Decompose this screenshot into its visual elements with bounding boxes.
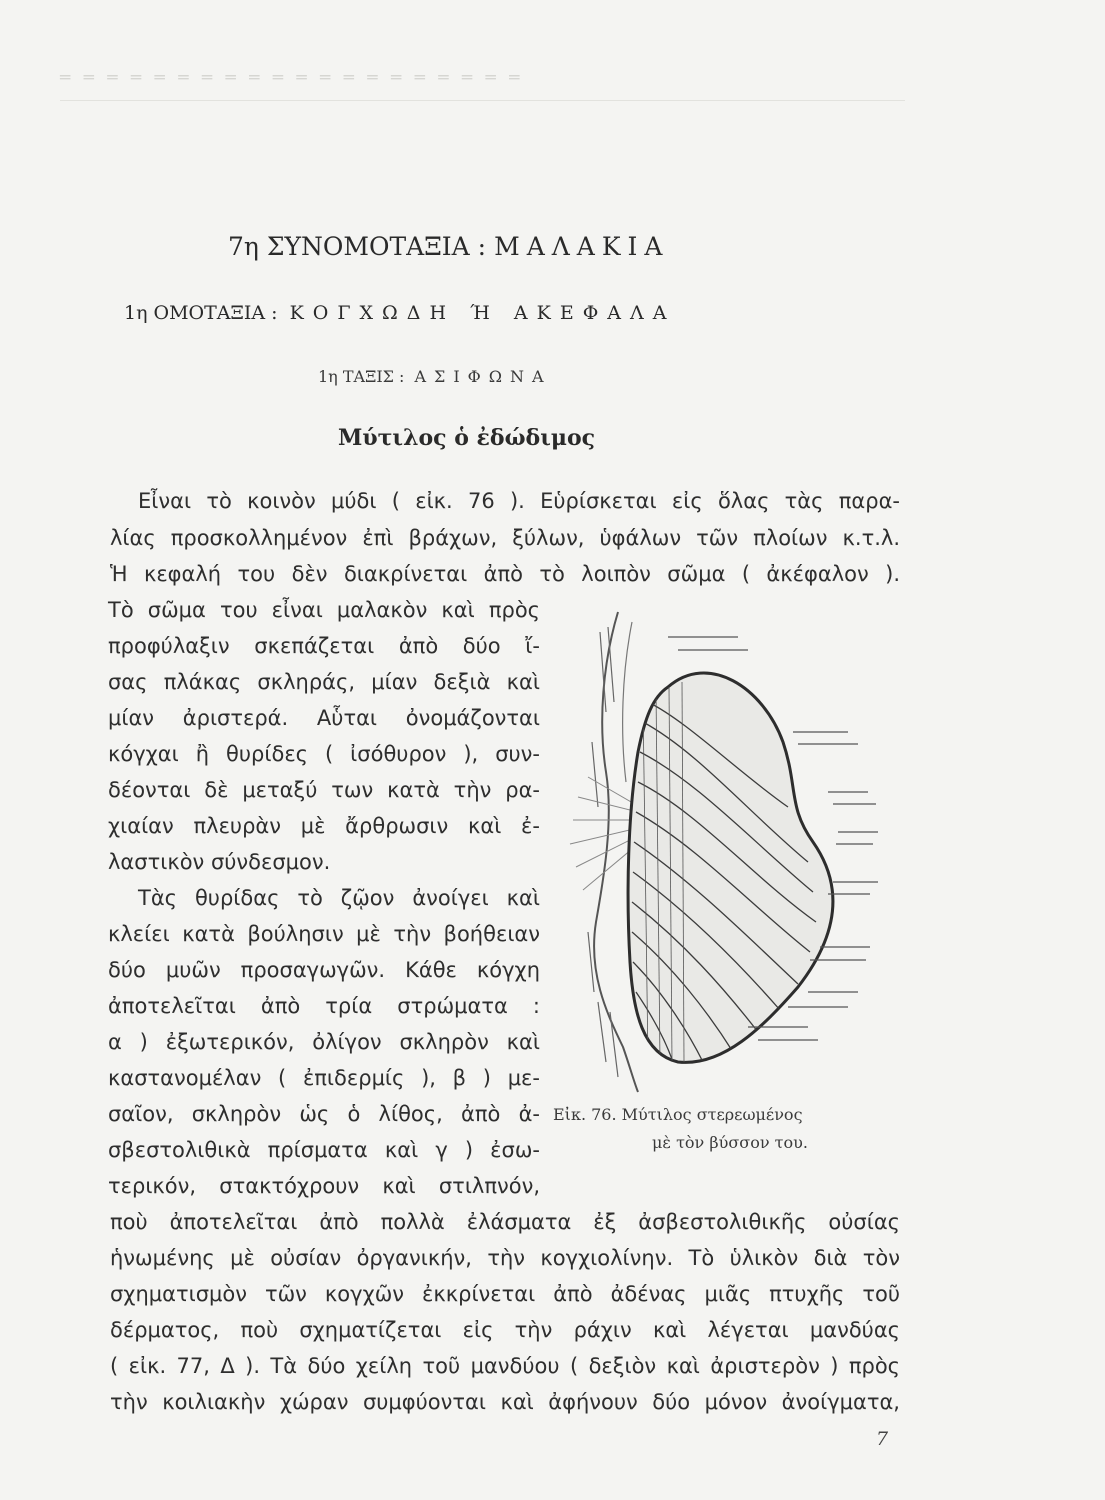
body-line: Εἶναι τὸ κοινὸν μύδι ( εἰκ. 76 ). Εὑρίσκεται εἰς ὅλας τὰς παρα- bbox=[138, 489, 900, 513]
body-line: λίας προσκολλημένον ἐπὶ βράχων, ξύλων, ὑφάλων τῶν πλοίων κ.τ.λ. bbox=[110, 526, 900, 550]
class-prefix: 1η ΟΜΟΤΑΞΙΑ : bbox=[124, 302, 278, 324]
body-line: χιαίαν πλευρὰν μὲ ἄρθρωσιν καὶ ἐ- bbox=[108, 814, 540, 838]
body-line: α ) ἐξωτερικόν, ὀλίγον σκληρὸν καὶ bbox=[108, 1030, 540, 1054]
body-line: μίαν ἀριστερά. Αὗται ὀνομάζονται bbox=[108, 706, 540, 730]
order-name: ΑΣΙΦΩΝΑ bbox=[414, 367, 552, 386]
body-line: ( εἰκ. 77, Δ ). Τὰ δύο χείλη τοῦ μανδύου ( δεξιὸν καὶ ἀριστερὸν ) πρὸς bbox=[110, 1354, 900, 1378]
phylum-prefix: 7η ΣΥΝΟΜΟΤΑΞΙΑ : bbox=[228, 232, 487, 261]
class-name: ΚΟΓΧΩΔΗ Ή ΑΚΕΦΑΛΑ bbox=[289, 302, 676, 324]
body-line: Τὸ σῶμα του εἶναι μαλακὸν καὶ πρὸς bbox=[108, 598, 540, 622]
bleed-through-rule bbox=[60, 100, 905, 101]
body-line: κλείει κατὰ βούλησιν μὲ τὴν βοήθειαν bbox=[108, 922, 540, 946]
body-line: σας πλάκας σκληράς, μίαν δεξιὰ καὶ bbox=[108, 670, 540, 694]
body-line: προφύλαξιν σκεπάζεται ἀπὸ δύο ἴ- bbox=[108, 634, 540, 658]
order-prefix: 1η ΤΑΞΙΣ : bbox=[318, 367, 405, 386]
phylum-name: ΜΑΛΑΚΙΑ bbox=[494, 232, 670, 261]
body-line: δέονται δὲ μεταξύ των κατὰ τὴν ρα- bbox=[108, 778, 540, 802]
body-line: σχηματισμὸν τῶν κογχῶν ἐκκρίνεται ἀπὸ ἀδένας μιᾶς πτυχῆς τοῦ bbox=[110, 1282, 900, 1306]
figure-caption-line-2: μὲ τὸν βύσσον του. bbox=[652, 1133, 808, 1152]
body-line: ποὺ ἀποτελεῖται ἀπὸ πολλὰ ἐλάσματα ἐξ ἀσβεστολιθικῆς οὐσίας bbox=[110, 1210, 900, 1234]
mussel-illustration bbox=[548, 592, 883, 1097]
bleed-through-header: ═ ═ ═ ═ ═ ═ ═ ═ ═ ═ ═ ═ ═ ═ ═ ═ ═ ═ ═ ═ bbox=[60, 68, 524, 88]
body-line: σαῖον, σκληρὸν ὡς ὁ λίθος, ἀπὸ ἀ- bbox=[108, 1102, 540, 1126]
body-line: τὴν κοιλιακὴν χώραν συμφύονται καὶ ἀφήνουν δύο μόνον ἀνοίγματα, bbox=[110, 1390, 900, 1414]
body-line: δέρματος, ποὺ σχηματίζεται εἰς τὴν ράχιν καὶ λέγεται μανδύας bbox=[110, 1318, 900, 1342]
body-line: λαστικὸν σύνδεσμον. bbox=[108, 850, 331, 874]
body-line: σβεστολιθικὰ πρίσματα καὶ γ ) ἐσω- bbox=[108, 1138, 540, 1162]
page-number: 7 bbox=[876, 1428, 889, 1450]
figure-caption-line-1: Εἰκ. 76. Μύτιλος στερεωμένος bbox=[553, 1105, 803, 1124]
body-line: Τὰς θυρίδας τὸ ζῷον ἀνοίγει καὶ bbox=[138, 886, 540, 910]
body-line: ἡνωμένης μὲ οὐσίαν ὀργανικήν, τὴν κογχιολίνην. Τὸ ὑλικὸν διὰ τὸν bbox=[110, 1246, 900, 1270]
body-line: κόγχαι ἢ θυρίδες ( ἰσόθυρον ), συν- bbox=[108, 742, 540, 766]
body-line: τερικόν, στακτόχρουν καὶ στιλπνόν, bbox=[108, 1174, 540, 1198]
class-heading bbox=[124, 302, 675, 324]
phylum-heading bbox=[228, 232, 669, 261]
species-heading: Μύτιλος ὁ ἐδώδιμος bbox=[338, 425, 596, 451]
body-line: δύο μυῶν προσαγωγῶν. Κάθε κόγχη bbox=[108, 958, 540, 982]
order-heading bbox=[318, 367, 552, 386]
body-line: ἀποτελεῖται ἀπὸ τρία στρώματα : bbox=[108, 994, 540, 1018]
body-line: καστανομέλαν ( ἐπιδερμίς ), β ) με- bbox=[108, 1066, 540, 1090]
body-line: Ἡ κεφαλή του δὲν διακρίνεται ἀπὸ τὸ λοιπὸν σῶμα ( ἀκέφαλον ). bbox=[110, 562, 900, 586]
